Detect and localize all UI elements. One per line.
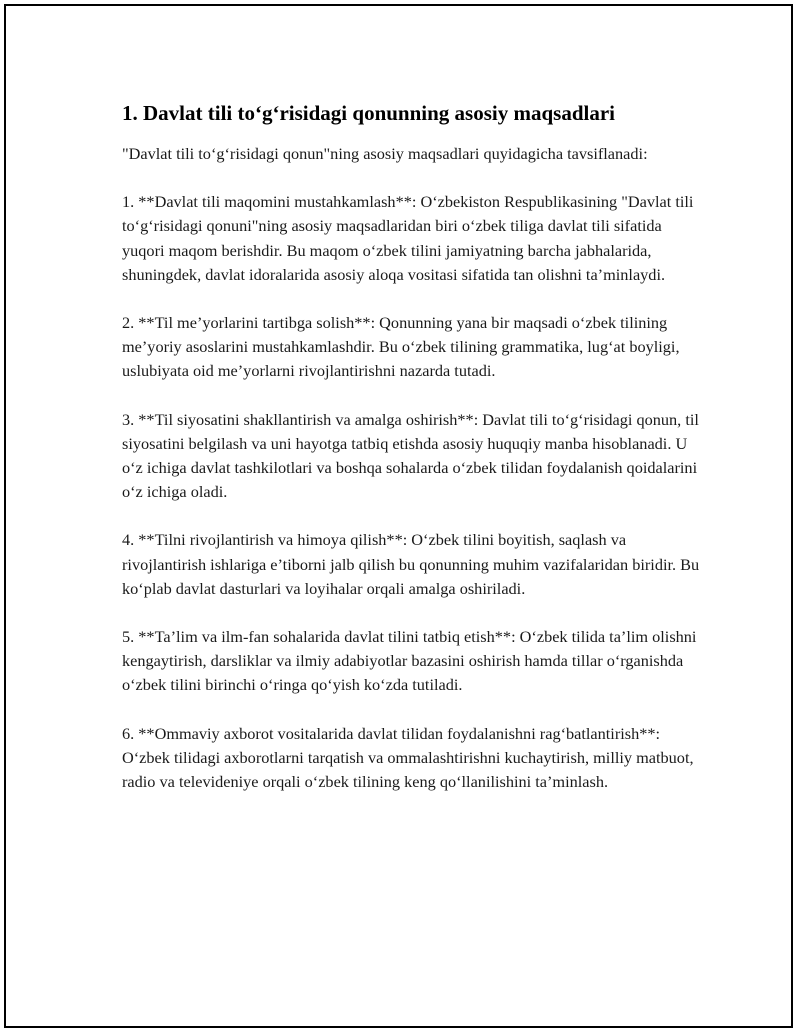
document-title: 1. Davlat tili to‘g‘risidagi qonunning asosiy maqsadlari <box>122 101 615 125</box>
paragraph-6: 6. **Ommaviy axborot vositalarida davlat tilidan foydalanishni rag‘batlantirish**: O‘zbek tilidagi axborotlarni tarqatish va ommalashtirishni kuchaytirish, milliy matbuot, radio va televideniye orqali o‘zbek tilining keng qo‘llanilishini ta’minlash. <box>122 723 694 792</box>
paragraph-1: 1. **Davlat tili maqomini mustahkamlash**: O‘zbekiston Respublikasining "Davlat tili to‘g‘risidagi qonuni"ning asosiy maqsadlaridan biri o‘zbek tiliga davlat tili sifatida yuqori maqom berishdir. Bu maqom o‘zbek tilini jamiyatning barcha jabhalarida, shuningdek, davlat idoralarida asosiy aloqa vositasi sifatida tan olishni ta’minlaydi. <box>122 192 694 284</box>
page-frame <box>4 4 793 1028</box>
paragraph-4: 4. **Tilni rivojlantirish va himoya qilish**: O‘zbek tilini boyitish, saqlash va rivojlantirish ishlariga e’tiborni jalb qilish bu qonunning muhim vazifalaridan biridir. Bu ko‘plab davlat dasturlari va loyihalar orqali amalga oshiriladi. <box>122 530 700 598</box>
paragraph-5: 5. **Ta’lim va ilm-fan sohalarida davlat tilini tatbiq etish**: O‘zbek tilida ta’lim olishni kengaytirish, darsliklar va ilmiy adabiyotlar bazasini oshirish hamda tillar o‘rganishda o‘zbek tilini birinchi o‘ringa qo‘yish ko‘zda tutiladi. <box>122 627 697 695</box>
document-page <box>122 98 702 818</box>
paragraph-2: 2. **Til me’yorlarini tartibga solish**: Qonunning yana bir maqsadi o‘zbek tilining me’yoriy asoslarini mustahkamlashdir. Bu o‘zbek tilining grammatika, lug‘at boyligi, uslubiyata oid me’yorlarni rivojlantirishni nazarda tutadi. <box>122 313 680 381</box>
intro-paragraph: "Davlat tili to‘g‘risidagi qonun"ning asosiy maqsadlari quyidagicha tavsiflanadi: <box>122 144 648 163</box>
paragraph-3: 3. **Til siyosatini shakllantirish va amalga oshirish**: Davlat tili to‘g‘risidagi qonun, til siyosatini belgilash va uni hayotga tatbiq etishda asosiy huquqiy manba hisoblanadi. U o‘z ichiga davlat tashkilotlari va boshqa sohalarda o‘zbek tilidan foydalanish qoidalarini o‘z ichiga oladi. <box>122 409 699 502</box>
